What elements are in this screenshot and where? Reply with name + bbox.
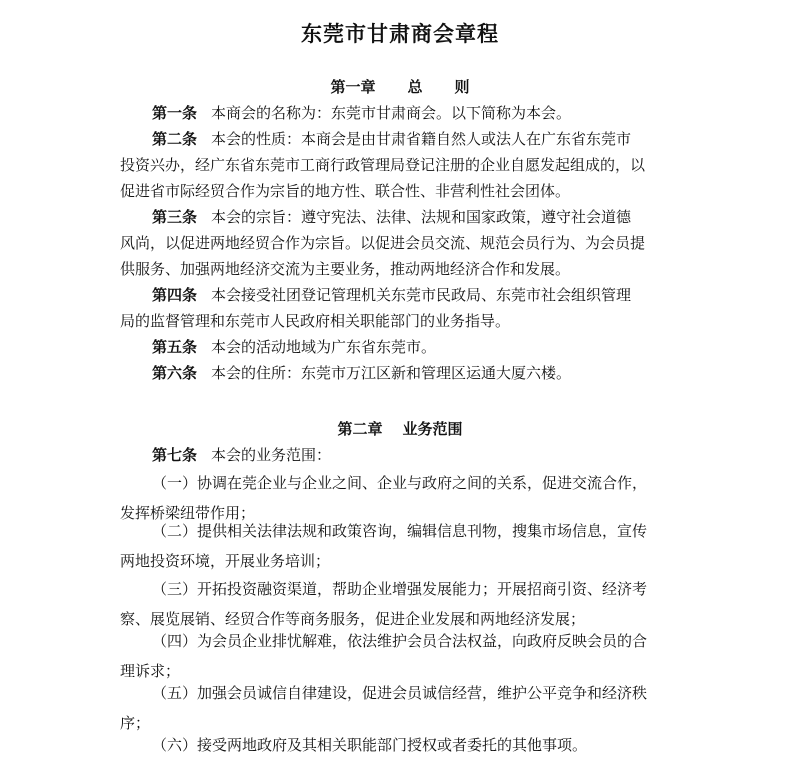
- article-4: [120, 282, 670, 334]
- article-label: 第一条: [152, 104, 198, 122]
- article-label: 第七条: [152, 446, 198, 464]
- scope-item-line: （一）协调在莞企业与企业之间、企业与政府之间的关系，促进交流合作，: [152, 474, 648, 492]
- chapter-2-heading: [0, 418, 800, 439]
- scope-item-line: （三）开拓投资融资渠道，帮助企业增强发展能力；开展招商引资、经济考: [152, 580, 648, 598]
- chapter-2-name: 业务范围: [402, 420, 463, 438]
- scope-item-6: [120, 730, 680, 760]
- article-text-line: 促进省市际经贸合作为宗旨的地方性、联合性、非营利性社会团体。: [120, 182, 571, 200]
- article-text-line: 投资兴办，经广东省东莞市工商行政管理局登记注册的企业自愿发起组成的，以: [120, 156, 646, 174]
- scope-item-2: [120, 516, 680, 576]
- article-text-line: 本会的业务范围：: [211, 446, 332, 464]
- article-text-line: 本会的活动地域为广东省东莞市。: [211, 338, 437, 356]
- scope-item-5: [120, 678, 680, 738]
- article-label: 第四条: [152, 286, 198, 304]
- scope-item-line: 两地投资环境，开展业务培训；: [120, 552, 331, 570]
- chapter-2-label: 第二章: [337, 420, 383, 438]
- article-5: [120, 334, 670, 360]
- scope-item-line: （四）为会员企业排忧解难，依法维护会员合法权益，向政府反映会员的合: [152, 632, 648, 650]
- article-label: 第六条: [152, 364, 198, 382]
- article-label: 第五条: [152, 338, 198, 356]
- chapter-1-name-part2: 则: [454, 78, 470, 96]
- article-text-line: 本会的宗旨：遵守宪法、法律、法规和国家政策，遵守社会道德: [211, 208, 632, 226]
- article-text-line: 本会的性质：本商会是由甘肃省籍自然人或法人在广东省东莞市: [211, 130, 632, 148]
- article-text-line: 风尚，以促进两地经贸合作为宗旨。以促进会员交流、规范会员行为、为会员提: [120, 234, 646, 252]
- document-title: 东莞市甘肃商会章程: [301, 22, 499, 46]
- scope-item-line: 发挥桥梁纽带作用；: [120, 504, 256, 522]
- scope-item-line: （二）提供相关法律法规和政策咨询，编辑信息刊物，搜集市场信息，宣传: [152, 522, 648, 540]
- scope-item-line: 序；: [120, 714, 151, 732]
- scope-item-line: 察、展览展销、经贸合作等商务服务，促进企业发展和两地经济发展；: [120, 610, 586, 628]
- scope-item-line: 理诉求；: [120, 662, 181, 680]
- article-text-line: 本会的住所：东莞市万江区新和管理区运通大厦六楼。: [211, 364, 572, 382]
- article-1: [120, 100, 670, 126]
- article-3: [120, 204, 670, 282]
- article-7: [120, 442, 670, 468]
- article-text-line: 供服务、加强两地经济交流为主要业务，推动两地经济合作和发展。: [120, 260, 571, 278]
- chapter-1-heading: [0, 76, 800, 97]
- scope-item-4: [120, 626, 680, 686]
- chapter-1-name-part1: 总: [407, 78, 423, 96]
- article-label: 第二条: [152, 130, 198, 148]
- article-text-line: 局的监督管理和东莞市人民政府相关职能部门的业务指导。: [120, 312, 511, 330]
- scope-item-line: （五）加强会员诚信自律建设，促进会员诚信经营，维护公平竞争和经济秩: [152, 684, 648, 702]
- scope-item-line: （六）接受两地政府及其相关职能部门授权或者委托的其他事项。: [152, 736, 588, 754]
- chapter-1-label: 第一章: [330, 78, 376, 96]
- article-text-line: 本商会的名称为：东莞市甘肃商会。以下简称为本会。: [211, 104, 572, 122]
- article-6: [120, 360, 670, 386]
- article-label: 第三条: [152, 208, 198, 226]
- article-2: [120, 126, 670, 204]
- article-text-line: 本会接受社团登记管理机关东莞市民政局、东莞市社会组织管理: [211, 286, 632, 304]
- scope-item-3: [120, 574, 680, 634]
